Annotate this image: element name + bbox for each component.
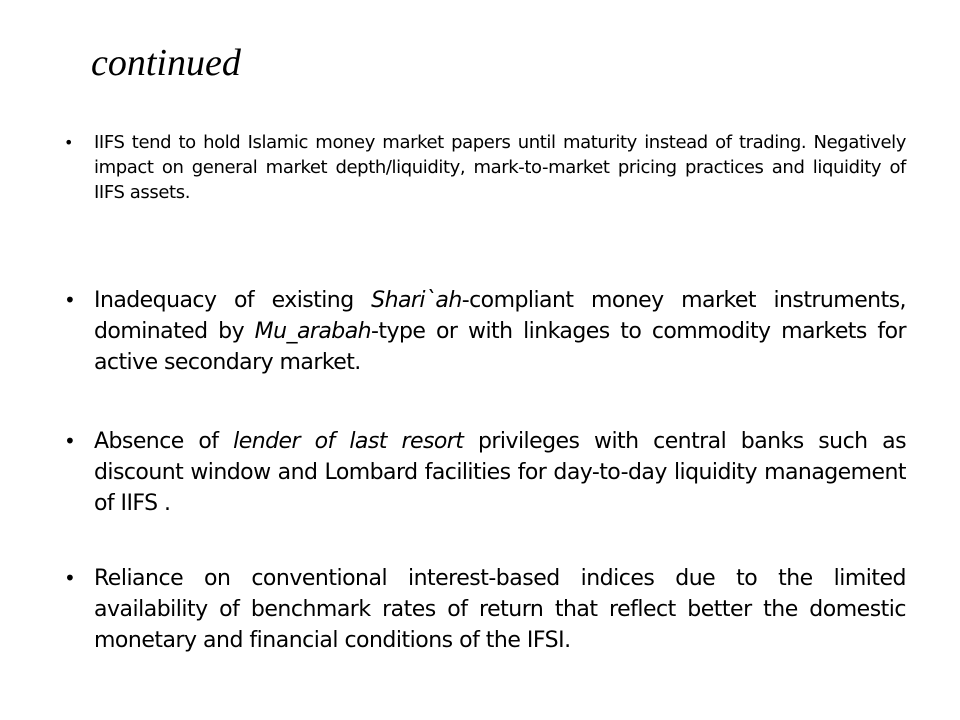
bullet-text-segment: privileges with central banks such as discount window and Lombard facilities for day-to-day liquidity management of IIFS . xyxy=(94,429,906,516)
bullet-text-segment: Absence of xyxy=(94,429,234,454)
bullet-item xyxy=(64,130,906,205)
bullet-text-segment: -type or with linkages to commodity markets for active secondary market. xyxy=(94,319,906,375)
bullet-text-emphasis: Mu_arabah xyxy=(254,319,372,344)
bullet-marker: • xyxy=(64,429,76,453)
bullet-text-emphasis: lender of last resort xyxy=(233,429,464,454)
bullet-text-emphasis: Shari`ah xyxy=(371,288,462,313)
bullet-marker: • xyxy=(64,288,76,312)
bullet-item xyxy=(64,285,906,378)
bullet-marker: • xyxy=(64,133,74,152)
bullet-text-segment: Inadequacy of existing xyxy=(94,288,372,313)
bullet-text xyxy=(94,285,906,378)
bullet-text: IIFS tend to hold Islamic money market papers until maturity instead of trading. Negatively impact on general market depth/liquidity, mark-to-market pricing practices and liquidity of IIFS assets. xyxy=(94,132,906,203)
bullet-text: Reliance on conventional interest-based indices due to the limited availability of benchmark rates of return that reflect better the domestic monetary and financial conditions of the IFSI. xyxy=(94,566,906,653)
bullet-text-segment: -compliant money market instruments, dominated by xyxy=(94,288,907,344)
bullet-item xyxy=(64,426,906,519)
slide-title: continued xyxy=(91,42,241,84)
bullet-text xyxy=(94,426,906,519)
bullet-item xyxy=(64,563,906,656)
bullet-marker: • xyxy=(64,566,76,590)
